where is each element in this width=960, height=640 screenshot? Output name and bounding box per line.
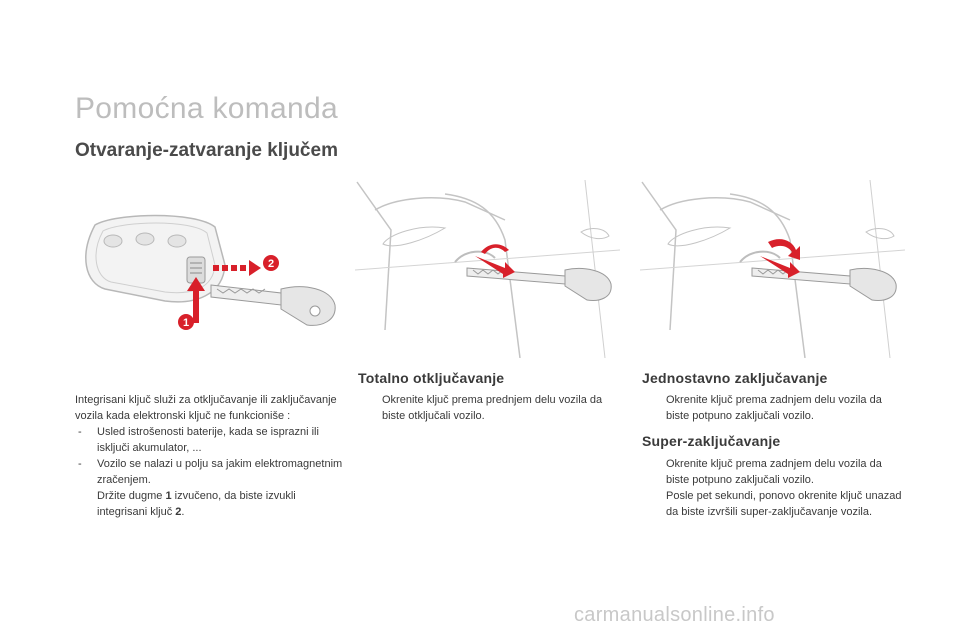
key-number: 2 (175, 506, 182, 518)
button-step-before: Držite dugme (97, 490, 166, 502)
button-number: 1 (165, 490, 172, 502)
unlock-heading: Totalno otključavanje (358, 370, 505, 386)
list-item (75, 456, 345, 488)
key-extraction-drawing (75, 205, 345, 340)
simple-lock-text (644, 392, 906, 424)
button-step-after: . (181, 506, 185, 518)
list-item (75, 488, 345, 520)
super-lock-text (644, 456, 906, 520)
list-item (75, 424, 345, 456)
section-title: Otvaranje-zatvaranje ključem (75, 140, 338, 161)
lock-drawing (640, 180, 905, 358)
lock-illustration (640, 180, 905, 358)
intro-paragraph: Integrisani ključ služi za otključavanje ili zaključavanje vozila kada elektronski ključ ne funkcioniše : (75, 394, 337, 422)
list-item-text: Okrenite ključ prema zadnjem delu vozila da biste potpuno zaključali vozilo. (666, 394, 882, 422)
list-item (360, 392, 622, 424)
list-item-text: Usled istrošenosti baterije, kada se isprazni ili isključi akumulator, ... (97, 426, 319, 454)
page-title: Pomoćna komanda (75, 92, 338, 125)
simple-lock-heading: Jednostavno zaključavanje (642, 370, 828, 386)
list-item (644, 488, 906, 520)
list-item-text: Vozilo se nalazi u polju sa jakim elektromagnetnim zračenjem. (97, 458, 343, 486)
watermark: carmanualsonline.info (574, 604, 775, 626)
callout-1: 1 (182, 317, 190, 329)
unlock-drawing (355, 180, 620, 358)
dash-marker: - (78, 426, 82, 438)
button-step-middle: izvučeno, da biste izvukli integrisani ključ (97, 490, 296, 518)
unlock-text (360, 392, 622, 424)
list-item-text: Okrenite ključ prema zadnjem delu vozila da biste potpuno zaključali vozilo. (666, 458, 882, 486)
list-item (644, 456, 906, 488)
list-item-text: Okrenite ključ prema prednjem delu vozila da biste otključali vozilo. (382, 394, 603, 422)
super-lock-heading: Super-zaključavanje (642, 433, 781, 449)
key-extraction-illustration (75, 205, 345, 340)
unlock-illustration (355, 180, 620, 358)
dash-marker: - (78, 458, 82, 470)
callout-2: 2 (267, 258, 275, 270)
intro-text (75, 392, 345, 520)
list-item (644, 392, 906, 424)
list-item-text: Posle pet sekundi, ponovo okrenite ključ unazad da biste izvršili super-zaključavanje vozila. (666, 490, 902, 518)
